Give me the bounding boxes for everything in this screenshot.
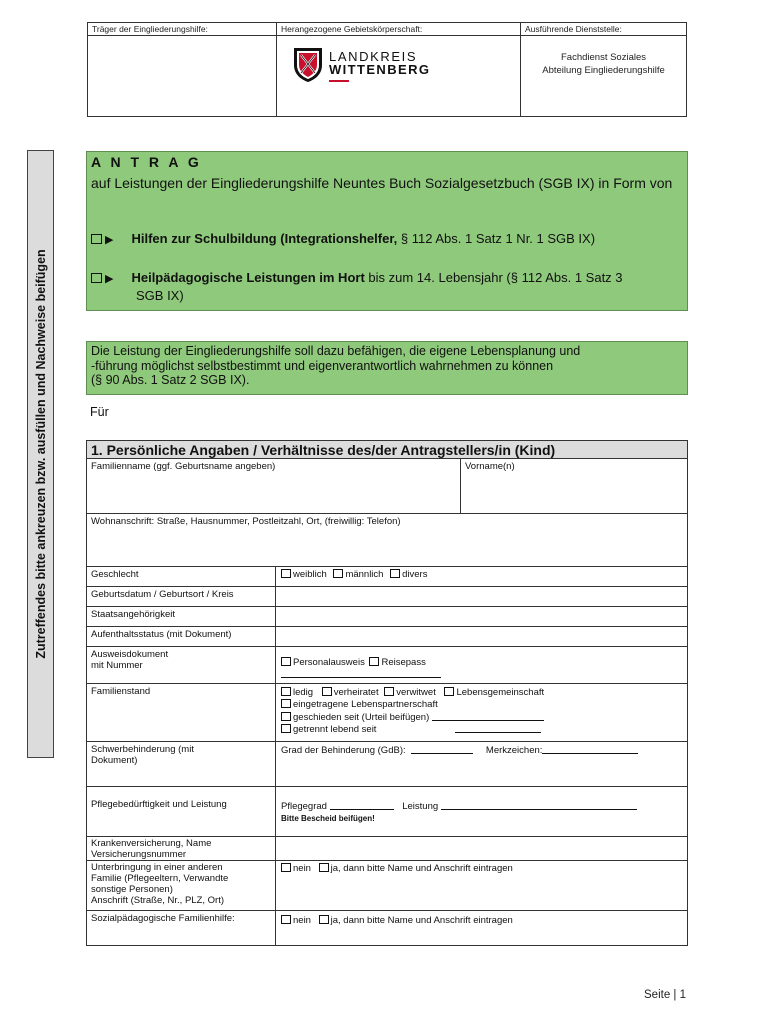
cell-divider bbox=[275, 607, 276, 626]
geschieden-date-line[interactable] bbox=[432, 711, 544, 721]
header-col-dienststelle bbox=[521, 23, 686, 116]
vorname-label: Vorname(n) bbox=[465, 461, 515, 472]
cell-divider bbox=[275, 837, 276, 860]
fuer-label: Für bbox=[90, 405, 109, 419]
leistung-line3: (§ 90 Abs. 1 Satz 2 SGB IX). bbox=[91, 373, 250, 387]
leistung-box bbox=[86, 341, 688, 395]
dienststelle-caption: Ausführende Dienststelle: bbox=[521, 23, 686, 36]
row-staat bbox=[87, 607, 687, 627]
opt-maennlich: männlich bbox=[345, 569, 384, 580]
antrag-box bbox=[86, 151, 688, 311]
checkbox-getrennt[interactable] bbox=[281, 724, 291, 733]
sozial-options bbox=[281, 915, 513, 927]
antrag-subtitle: auf Leistungen der Eingliederungshilfe Neuntes Buch Sozialgesetzbuch (SGB IX) in Form von bbox=[91, 175, 673, 191]
opt-divers: divers bbox=[402, 569, 428, 580]
row-unterbringung bbox=[87, 861, 687, 911]
opt-ledig: ledig bbox=[293, 687, 314, 698]
geschlecht-label: Geschlecht bbox=[91, 569, 139, 580]
option2-line2: SGB IX) bbox=[136, 288, 184, 303]
geschlecht-options bbox=[281, 569, 427, 581]
gdb-label: Grad der Behinderung (GdB): bbox=[281, 745, 406, 756]
row-schwerbehinderung bbox=[87, 742, 687, 787]
schwerbehinderung-label2: Dokument) bbox=[91, 755, 138, 766]
option1-rest: § 112 Abs. 1 Satz 1 Nr. 1 SGB IX) bbox=[397, 231, 596, 246]
opt-personalausweis: Personalausweis bbox=[293, 657, 365, 668]
checkbox-weiblich[interactable] bbox=[281, 569, 291, 578]
opt-verheiratet: verheiratet bbox=[333, 687, 379, 698]
option1-paren: (Integrationshelfer, bbox=[280, 231, 398, 246]
arrow-right-icon: ▶ bbox=[105, 273, 114, 285]
leistung-text bbox=[91, 344, 580, 388]
merkzeichen-line[interactable] bbox=[542, 744, 638, 754]
schwerbehinderung-fields bbox=[281, 744, 638, 757]
checkbox-unterbringung-ja[interactable] bbox=[319, 863, 329, 872]
cell-divider bbox=[275, 861, 276, 910]
opt-reisepass: Reisepass bbox=[381, 657, 426, 668]
cell-divider bbox=[275, 787, 276, 836]
familienname-label: Familienname (ggf. Geburtsname angeben) bbox=[91, 461, 276, 472]
row-ausweis bbox=[87, 647, 687, 684]
cell-divider bbox=[275, 647, 276, 683]
cell-divider bbox=[460, 459, 461, 513]
staat-label: Staatsangehörigkeit bbox=[91, 609, 175, 620]
familienstand-row1 bbox=[281, 687, 544, 699]
option2-bold: Heilpädagogische Leistungen im Hort bbox=[131, 270, 365, 285]
ausweis-label1: Ausweisdokument bbox=[91, 649, 169, 660]
schwerbehinderung-label bbox=[91, 744, 194, 766]
row-wohnanschrift[interactable] bbox=[87, 514, 687, 567]
sozial-label: Sozialpädagogische Familienhilfe: bbox=[91, 913, 235, 924]
aufenthalt-label: Aufenthaltsstatus (mit Dokument) bbox=[91, 629, 232, 640]
familienstand-row2 bbox=[281, 699, 438, 711]
pflege-leistung-line[interactable] bbox=[441, 800, 637, 810]
antrag-option-hort[interactable] bbox=[91, 269, 623, 288]
sozial-nein: nein bbox=[293, 915, 311, 926]
checkbox-maennlich[interactable] bbox=[333, 569, 343, 578]
ausweis-label bbox=[91, 649, 168, 671]
row-familienstand bbox=[87, 684, 687, 742]
antrag-option-schulbildung[interactable] bbox=[91, 230, 595, 249]
cell-divider bbox=[275, 684, 276, 741]
row-sozial bbox=[87, 911, 687, 945]
checkbox-divers[interactable] bbox=[390, 569, 400, 578]
cell-divider bbox=[275, 587, 276, 606]
ausweis-options bbox=[281, 657, 426, 669]
cell-divider bbox=[275, 911, 276, 945]
checkbox-hort[interactable] bbox=[91, 273, 102, 283]
option1-bold: Hilfen zur Schulbildung bbox=[131, 231, 277, 246]
merkzeichen-label: Merkzeichen: bbox=[485, 745, 543, 756]
opt-weiblich: weiblich bbox=[293, 569, 327, 580]
unterbringung-ja: ja, dann bitte Name und Anschrift eintragen bbox=[330, 863, 513, 874]
leistung-line2: -führung möglichst selbstbestimmt und eigenverantwortlich wahrnehmen zu können bbox=[91, 358, 554, 373]
unterbringung-label2: Familie (Pflegeeltern, Verwandte bbox=[91, 873, 229, 884]
kranken-label1: Krankenversicherung, Name bbox=[91, 838, 212, 849]
page-number: Seite | 1 bbox=[644, 989, 686, 1001]
antrag-title: A N T R A G bbox=[91, 154, 202, 170]
opt-verwitwet: verwitwet bbox=[396, 687, 436, 698]
familienstand-row4 bbox=[281, 723, 541, 736]
unterbringung-options bbox=[281, 863, 513, 875]
header-col-behoerde bbox=[277, 23, 521, 116]
cell-divider bbox=[275, 627, 276, 646]
familienstand-label: Familienstand bbox=[91, 686, 151, 697]
header-table bbox=[87, 22, 687, 117]
row-pflege bbox=[87, 787, 687, 837]
opt-eingetragen: eingetragene Lebenspartnerschaft bbox=[293, 699, 438, 710]
checkbox-verheiratet[interactable] bbox=[322, 687, 332, 696]
familienstand-row3 bbox=[281, 711, 544, 724]
section1-title: 1. Persönliche Angaben / Verhältnisse des/der Antragstellers/in (Kind) bbox=[87, 441, 687, 459]
checkbox-sozial-ja[interactable] bbox=[319, 915, 329, 924]
pflege-note: Bitte Bescheid beifügen! bbox=[281, 814, 375, 823]
getrennt-date-line[interactable] bbox=[455, 723, 541, 733]
pflege-fields bbox=[281, 800, 637, 813]
checkbox-schulbildung[interactable] bbox=[91, 234, 102, 244]
opt-geschieden: geschieden seit (Urteil beifügen) bbox=[293, 712, 430, 723]
behoerde-caption: Herangezogene Gebietskörperschaft: bbox=[277, 23, 520, 36]
checkbox-personalausweis[interactable] bbox=[281, 657, 291, 666]
row-aufenthalt bbox=[87, 627, 687, 647]
kranken-label2: Versicherungsnummer bbox=[91, 849, 187, 860]
schwerbehinderung-label1: Schwerbehinderung (mit bbox=[91, 744, 194, 755]
pflegegrad-line[interactable] bbox=[330, 800, 394, 810]
dienststelle-line2: Abteilung Eingliederungshilfe bbox=[542, 65, 665, 76]
wohnanschrift-label: Wohnanschrift: Straße, Hausnummer, Postleitzahl, Ort, (freiwillig: Telefon) bbox=[91, 516, 401, 527]
unterbringung-label4: Anschrift (Straße, Nr., PLZ, Ort) bbox=[91, 895, 225, 906]
checkbox-eingetragen[interactable] bbox=[281, 699, 291, 708]
cell-divider bbox=[275, 742, 276, 786]
traeger-caption: Träger der Eingliederungshilfe: bbox=[88, 23, 276, 36]
unterbringung-label bbox=[91, 862, 228, 906]
sozial-ja: ja, dann bitte Name und Anschrift eintragen bbox=[330, 915, 513, 926]
header-col-traeger bbox=[88, 23, 277, 116]
ausweis-nummer-line[interactable] bbox=[281, 677, 441, 678]
checkbox-lebensgemeinschaft[interactable] bbox=[444, 687, 454, 696]
arrow-right-icon: ▶ bbox=[105, 234, 114, 246]
checkbox-verwitwet[interactable] bbox=[384, 687, 394, 696]
dienststelle-text bbox=[521, 51, 686, 77]
pflegegrad-label: Pflegegrad bbox=[281, 801, 327, 812]
logo-line1: LANDKREIS bbox=[329, 49, 418, 64]
landkreis-coat-of-arms-icon bbox=[293, 47, 323, 88]
checkbox-reisepass[interactable] bbox=[369, 657, 379, 666]
checkbox-geschieden[interactable] bbox=[281, 712, 291, 721]
section1-table bbox=[86, 440, 688, 946]
cell-divider bbox=[275, 567, 276, 586]
unterbringung-label3: sonstige Personen) bbox=[91, 884, 173, 895]
row-kranken bbox=[87, 837, 687, 861]
checkbox-unterbringung-nein[interactable] bbox=[281, 863, 291, 872]
side-instruction-label bbox=[27, 150, 54, 758]
logo-accent-line bbox=[329, 80, 349, 82]
unterbringung-nein: nein bbox=[293, 863, 311, 874]
kranken-label bbox=[91, 838, 211, 860]
geburt-label: Geburtsdatum / Geburtsort / Kreis bbox=[91, 589, 234, 600]
pflege-leistung-label: Leistung bbox=[402, 801, 439, 812]
leistung-line1: Die Leistung der Eingliederungshilfe soll dazu befähigen, die eigene Lebensplanung und bbox=[91, 344, 581, 358]
row-name bbox=[87, 459, 687, 514]
opt-getrennt: getrennt lebend seit bbox=[293, 724, 377, 735]
row-geburt bbox=[87, 587, 687, 607]
ausweis-label2: mit Nummer bbox=[91, 660, 143, 671]
row-geschlecht bbox=[87, 567, 687, 587]
option2-rest: bis zum 14. Lebensjahr (§ 112 Abs. 1 Satz 3 bbox=[364, 270, 623, 285]
opt-lebensgemeinschaft: Lebensgemeinschaft bbox=[456, 687, 545, 698]
unterbringung-label1: Unterbringung in einer anderen bbox=[91, 862, 223, 873]
logo-line2: WITTENBERG bbox=[329, 62, 431, 77]
checkbox-sozial-nein[interactable] bbox=[281, 915, 291, 924]
dienststelle-line1: Fachdienst Soziales bbox=[560, 52, 647, 63]
side-instruction-text: Zutreffendes bitte ankreuzen bzw. ausfüllen und Nachweise beifügen bbox=[33, 249, 48, 659]
pflege-label: Pflegebedürftigkeit und Leistung bbox=[91, 799, 227, 810]
gdb-line[interactable] bbox=[411, 744, 473, 754]
checkbox-ledig[interactable] bbox=[281, 687, 291, 696]
